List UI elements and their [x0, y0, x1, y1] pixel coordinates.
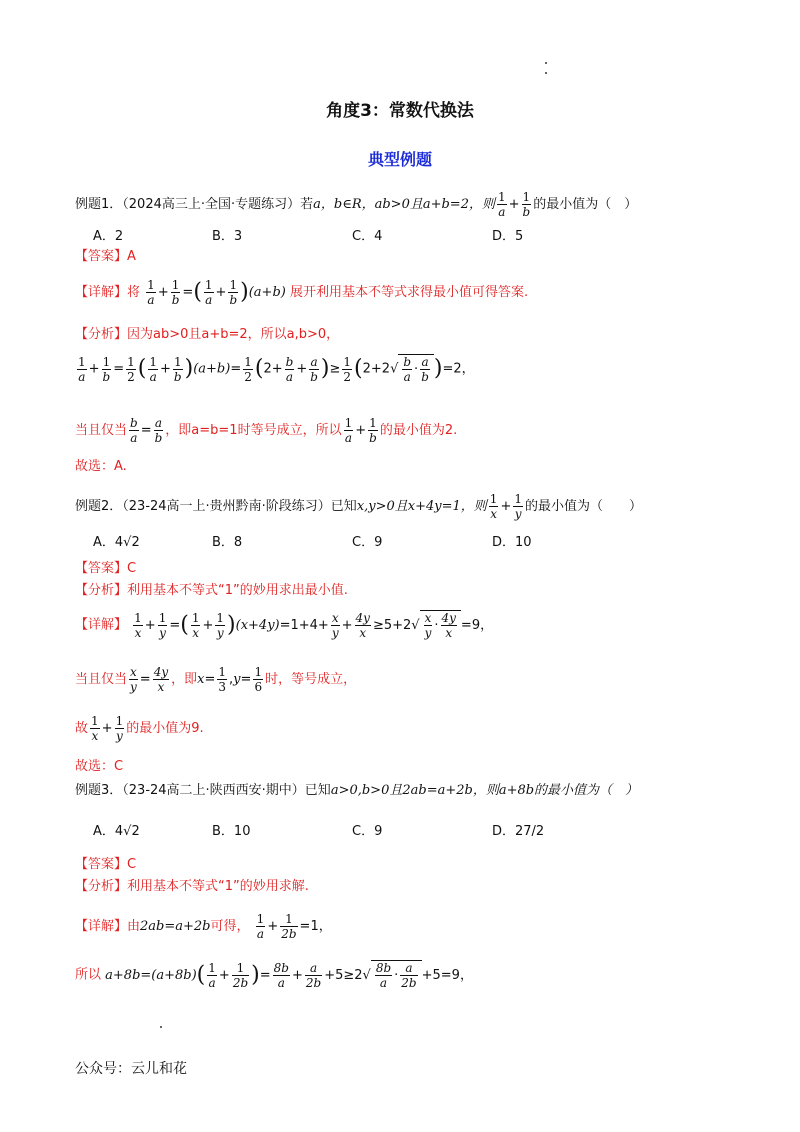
ex1-detail-post: 展开利用基本不等式求得最小值可得答案. — [289, 285, 529, 300]
section-subtitle: 典型例题 — [367, 150, 432, 169]
ex3-option-c: C．9 — [352, 824, 383, 839]
ex1-detail-tag: 【详解】 — [75, 285, 128, 300]
ex3-therefore — [75, 960, 473, 990]
ex3-therefore-formula: a+8b=(a+8b)( $\frac{1}{a}$ + $\frac{1}{2b}$ )= $\frac{8b}{a}$ + $\frac{a}{2b}$ +5≥2√ $\frac{8b}{a}$ · $\frac{a}{2b}$ +5=9， — [105, 960, 473, 990]
ex2-equality-pre: 当且仅当 — [75, 672, 128, 687]
ex3-detail-tag: 【详解】 — [75, 919, 128, 934]
ex2-option-c: C．9 — [352, 535, 383, 550]
ex1-option-a: A．2 — [93, 229, 124, 244]
ex1-frac-1b: $\frac{1}{b}$ — [522, 190, 531, 219]
ex2-option-d: D．10 — [492, 535, 532, 550]
ex1-stem-prefix: 例题1．（2024高三上·全国·专题练习）若 — [75, 197, 314, 212]
ex2-stem-suffix: 的最小值为（ ） — [524, 499, 642, 514]
ex3-stem-prefix: 例题3．（23-24高二上·陕西西安·期中）已知 — [75, 783, 331, 798]
ex3-answer — [75, 856, 136, 874]
ex1-detail-formula: $\frac{1}{a}$ + $\frac{1}{b}$ =( $\frac{1}{a}$ + $\frac{1}{b}$ )(a+b) — [147, 278, 286, 307]
ex2-answer — [75, 560, 136, 578]
ex1-equality-post: 的最小值为2. — [379, 423, 458, 438]
ex1-detail — [75, 278, 528, 307]
ex3-option-d: D．27/2 — [492, 824, 545, 839]
stray-dot-top — [545, 62, 547, 64]
ex3-detail-mid: 2ab=a+2b — [140, 919, 211, 934]
ex2-detail-formula: $\frac{1}{x}$ + $\frac{1}{y}$ =( $\frac{1}{x}$ + $\frac{1}{y}$ )(x+4y)=1+4+ $\frac{x}{y}$ + $\frac{4y}{x}$ ≥5+2√ $\frac{x}{y}$ · $\frac{4y}{x}$ =9， — [134, 610, 494, 640]
ex2-stem-vars: x,y>0且x+4y=1，则 — [356, 499, 487, 514]
ex2-analysis — [75, 582, 348, 600]
ex2-equality: 当且仅当 $\frac{x}{y}$ = $\frac{4y}{x}$ ，即x= $\frac{1}{3}$ ,y= $\frac{1}{6}$ 时，等号成立， — [75, 665, 357, 694]
ex1-answer-value: A — [127, 249, 136, 264]
ex1-detail-pre: 将 — [127, 285, 141, 300]
ex3-stem-vars: a>0,b>0且2ab=a+2b，则a+8b的最小值为（ ） — [330, 783, 639, 798]
ex2-equality-post: 时，等号成立， — [265, 672, 357, 687]
ex1-derivation: $\frac{1}{a}$ + $\frac{1}{b}$ = $\frac{1}{2}$ ( $\frac{1}{a}$ + $\frac{1}{b}$ )(a+b)= $\frac{1}{2}$ (2+ $\frac{b}{a}$ + $\frac{a}{b}$ )≥ $\frac{1}{2}$ (2+2√ $\frac{b}{a}$ · $\frac{a}{b}$ )=2， — [78, 354, 475, 384]
ex1-stem: 例题1．（2024高三上·全国·专题练习）若a，b∈R，ab>0且a+b=2，则 $\frac{1}{a}$ + $\frac{1}{b}$ 的最小值为（ ） — [75, 190, 638, 219]
ex3-analysis — [75, 878, 309, 896]
ex2-stem-prefix: 例题2．（23-24高一上·贵州黔南·阶段练习）已知 — [75, 499, 357, 514]
ex3-analysis-tag: 【分析】 — [75, 879, 128, 894]
ex2-option-b: B．8 — [212, 535, 243, 550]
ex2-conclusion: 故 $\frac{1}{x}$ + $\frac{1}{y}$ 的最小值为9. — [75, 714, 204, 743]
ex2-detail — [75, 610, 493, 640]
ex3-detail-pre: 由 — [127, 919, 141, 934]
ex2-option-a: A．4√2 — [93, 535, 140, 550]
ex1-option-b: B．3 — [212, 229, 243, 244]
ex1-equality-pre: 当且仅当 — [75, 423, 128, 438]
ex1-analysis — [75, 326, 339, 344]
ex2-answer-value: C — [127, 561, 137, 576]
ex2-analysis-tag: 【分析】 — [75, 583, 128, 598]
footer-text: 公众号：云儿和花 — [75, 1061, 187, 1077]
ex1-stem-vars: a，b∈R，ab>0且a+b=2，则 — [313, 197, 495, 212]
ex1-frac-1a: $\frac{1}{a}$ — [497, 190, 506, 219]
ex1-stem-suffix: 的最小值为（ ） — [533, 197, 638, 212]
ex2-stem: 例题2．（23-24高一上·贵州黔南·阶段练习）已知x,y>0且x+4y=1，则 $\frac{1}{x}$ + $\frac{1}{y}$ 的最小值为（ ） — [75, 492, 642, 521]
ex3-detail: 【详解】由2ab=a+2b可得， $\frac{1}{a}$ + $\frac{1}{2b}$ =1， — [75, 912, 332, 941]
ex1-option-c: C．4 — [352, 229, 383, 244]
ex2-analysis-text: 利用基本不等式“1”的妙用求出最小值. — [127, 583, 348, 598]
ex1-equality-mid: ，即a=b=1时等号成立，所以 — [165, 423, 342, 438]
ex3-answer-value: C — [127, 857, 137, 872]
ex3-option-a: A．4√2 — [93, 824, 140, 839]
ex2-conclusion-pre: 故 — [75, 721, 89, 736]
ex1-equality: 当且仅当 $\frac{b}{a}$ = $\frac{a}{b}$ ，即a=b=1时等号成立，所以 $\frac{1}{a}$ + $\frac{1}{b}$ 的最小值为2. — [75, 416, 458, 445]
stray-dot-top2 — [545, 72, 547, 74]
ex2-answer-tag: 【答案】 — [75, 561, 128, 576]
ex3-therefore-label: 所以 — [75, 967, 102, 983]
stray-dot-bottom — [160, 1026, 162, 1028]
ex2-detail-tag: 【详解】 — [75, 617, 128, 633]
ex1-analysis-tag: 【分析】 — [75, 327, 128, 342]
ex1-choose: 故选：A. — [75, 459, 127, 474]
ex2-choose: 故选：C — [75, 759, 124, 774]
ex3-analysis-text: 利用基本不等式“1”的妙用求解. — [127, 879, 309, 894]
ex3-detail-post: 可得， — [210, 919, 250, 934]
ex3-answer-tag: 【答案】 — [75, 857, 128, 872]
ex1-analysis-text: 因为ab>0且a+b=2，所以a,b>0， — [127, 327, 340, 342]
page-title: 角度3：常数代换法 — [326, 101, 474, 121]
ex1-option-d: D．5 — [492, 229, 524, 244]
ex2-conclusion-post: 的最小值为9. — [126, 721, 204, 736]
ex1-answer — [75, 248, 136, 266]
ex3-option-b: B．10 — [212, 824, 251, 839]
ex1-answer-tag: 【答案】 — [75, 249, 128, 264]
ex3-stem — [75, 782, 638, 800]
